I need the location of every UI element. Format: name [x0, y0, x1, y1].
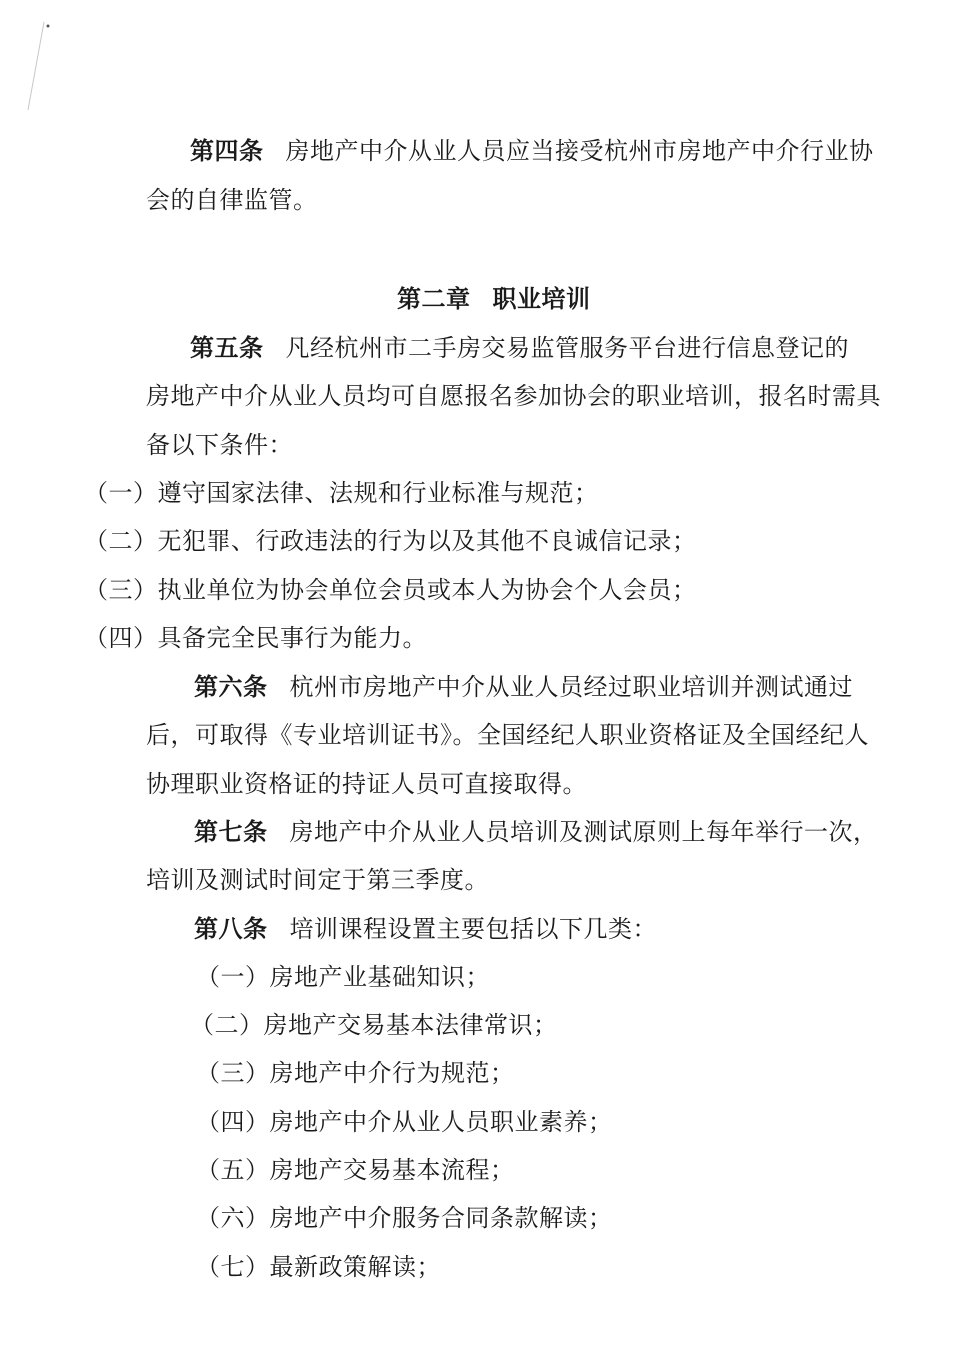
article-6-line-1	[194, 670, 853, 704]
article-5-heading: 第五条	[190, 333, 264, 362]
article-6-text-1: 杭州市房地产中介从业人员经过职业培训并测试通过	[289, 673, 853, 701]
article-5-text-1: 凡经杭州市二手房交易监管服务平台进行信息登记的	[285, 334, 849, 362]
article-7-line-1	[194, 815, 878, 849]
article-4-text-1: 房地产中介从业人员应当接受杭州市房地产中介行业协	[285, 137, 874, 165]
chapter-name: 职业培训	[492, 284, 591, 313]
chapter-number: 第二章	[397, 284, 471, 313]
condition-item: （三）执业单位为协会单位会员或本人为协会个人会员；	[84, 576, 697, 604]
course-item: （四）房地产中介从业人员职业素养；	[196, 1108, 613, 1136]
course-item: （三）房地产中介行为规范；	[196, 1059, 515, 1087]
chapter-title	[397, 282, 591, 316]
article-7-line-2: 培训及测试时间定于第三季度。	[146, 866, 489, 894]
course-item: （五）房地产交易基本流程；	[196, 1156, 515, 1184]
course-item: （六）房地产中介服务合同条款解读；	[196, 1204, 613, 1232]
article-8-text-1: 培训课程设置主要包括以下几类：	[289, 915, 657, 943]
condition-item: （一）遵守国家法律、法规和行业标准与规范；	[84, 479, 599, 507]
course-item: （七）最新政策解读；	[196, 1253, 441, 1281]
article-5-line-1	[190, 331, 849, 365]
scan-edge-mark	[0, 0, 60, 140]
article-6-heading: 第六条	[194, 672, 268, 701]
article-6-line-2: 后，可取得《专业培训证书》。全国经纪人职业资格证及全国经纪人	[146, 721, 869, 749]
condition-item: （二）无犯罪、行政违法的行为以及其他不良诚信记录；	[84, 527, 697, 555]
article-7-heading: 第七条	[194, 817, 268, 846]
article-6-line-3: 协理职业资格证的持证人员可直接取得。	[146, 770, 587, 798]
article-4-line-2: 会的自律监管。	[146, 186, 318, 214]
article-8-line-1	[194, 912, 657, 946]
article-8-heading: 第八条	[194, 914, 268, 943]
article-4-line-1	[190, 134, 874, 168]
article-4-heading: 第四条	[190, 136, 264, 165]
course-item: （二）房地产交易基本法律常识；	[190, 1011, 558, 1039]
condition-item: （四）具备完全民事行为能力。	[84, 624, 427, 652]
article-7-text-1: 房地产中介从业人员培训及测试原则上每年举行一次，	[289, 818, 878, 846]
article-5-line-2: 房地产中介从业人员均可自愿报名参加协会的职业培训，报名时需具	[146, 382, 881, 410]
course-item: （一）房地产业基础知识；	[196, 963, 490, 991]
article-5-line-3: 备以下条件：	[146, 431, 293, 459]
